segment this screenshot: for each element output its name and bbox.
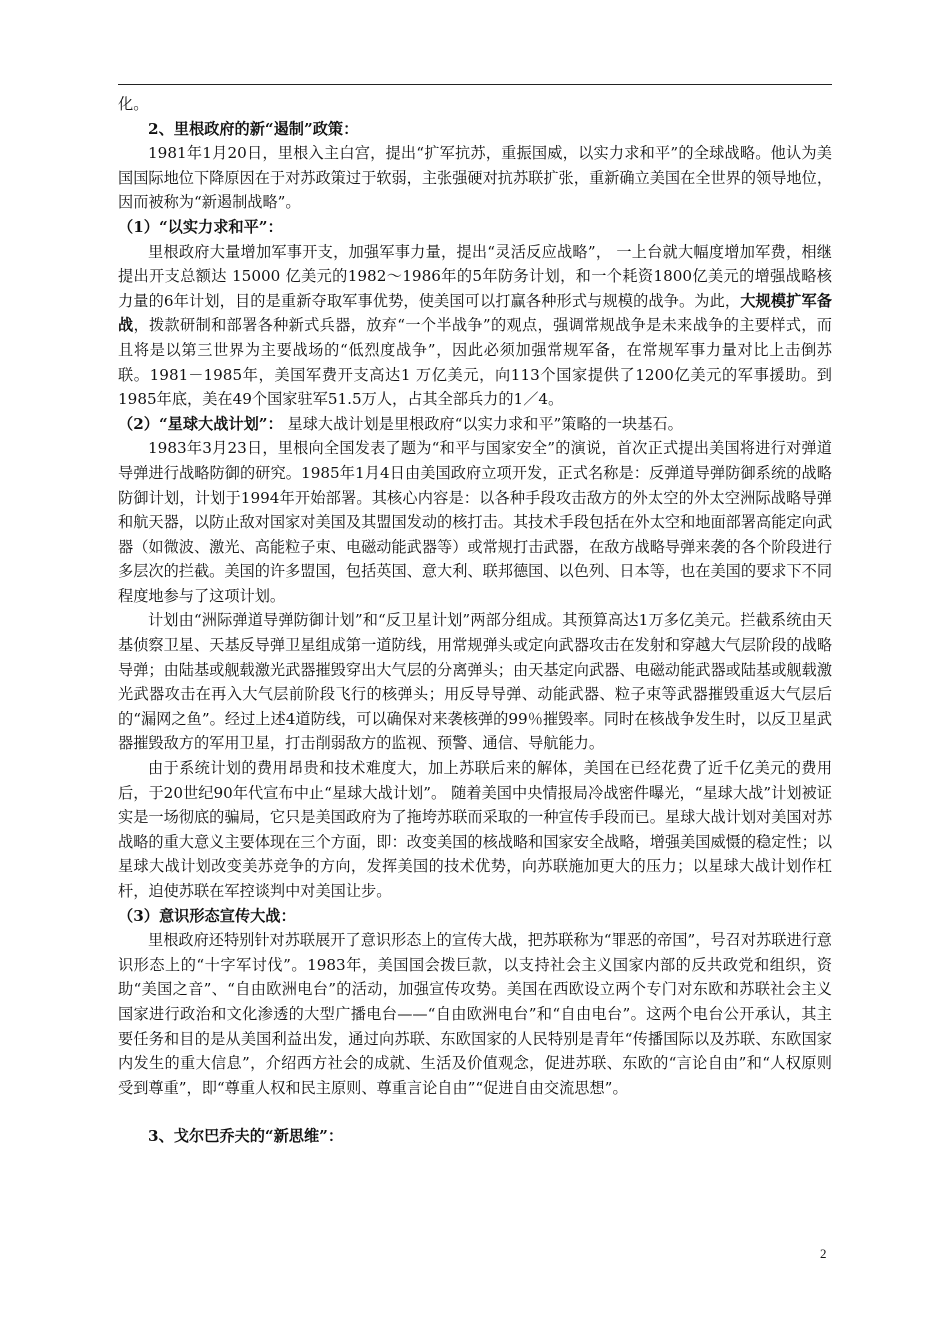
- subsection-3-title: （3）意识形态宣传大战：: [118, 906, 296, 925]
- subsection-2-paragraph-3: 由于系统计划的费用昂贵和技术难度大，加上苏联后来的解体，美国在已经花费了近千亿美元的费用后，于20世纪90年代宣布中止“星球大战计划”。 随着美国中央情报局冷战密件曝光，“星球大战”计划被证实是一场彻底的骗局，它只是美国政府为了拖垮苏联而采取的一种宣传手段而已。星球大战计划对美国对苏战略的重大意义主要体现在三个方面，即：改变美国的核战略和国家安全战略，增强美国威慑的稳定性；以星球大战计划改变美苏竞争的方向，发挥美国的技术优势，向苏联施加更大的压力；以星球大战计划作杠杆，迫使苏联在军控谈判中对美国让步。: [118, 759, 832, 900]
- emphasis-text: 大规模扩军备战: [118, 291, 832, 335]
- section-gap: [118, 1100, 832, 1124]
- subsection-2-paragraph-1: 1983年3月23日，里根向全国发表了题为“和平与国家安全”的演说，首次正式提出美国将进行对弹道导弹进行战略防御的研究。1985年1月4日由美国政府立项开发，正式名称是：反弹道导弹防御系统的战略防御计划，计划于1994年开始部署。其核心内容是：以各种手段攻击敌方的外太空的外太空洲际战略导弹和航天器，以防止敌对国家对美国及其盟国发动的核打击。其技术手段包括在外太空和地面部署高能定向武器（如微波、激光、高能粒子束、电磁动能武器等）或常规打击武器，在敌方战略导弹来袭的各个阶段进行多层次的拦截。美国的许多盟国，包括英国、意大利、联邦德国、以色列、日本等，也在美国的要求下不同程度地参与了这项计划。: [118, 439, 832, 605]
- continuation-text: 化。: [118, 95, 149, 113]
- subsection-1-paragraph: [118, 240, 832, 412]
- header-rule: [118, 84, 832, 85]
- subsection-2-title: （2）“星球大战计划”：: [118, 414, 283, 433]
- paragraph-text: ，拨款研制和部署各种新式兵器，放弃“一个半战争”的观点，强调常规战争是未来战争的主要样式，而且将是以第三世界为主要战场的“低烈度战争”，因此必须加强常规军备，在常规军事力量对比上击倒苏联。1981－1985年，美国军费开支高达1 万亿美元，向113个国家提供了1200亿美元的军事援助。到1985年底，美在49个国家驻军51.5万人，占其全部兵力的1／4。: [118, 316, 832, 409]
- subsection-2-title-line: [118, 412, 832, 437]
- page-body: [118, 92, 832, 1149]
- subsection-3-paragraph: 里根政府还特别针对苏联展开了意识形态上的宣传大战，把苏联称为“罪恶的帝国”，号召对苏联进行意识形态上的“十字军讨伐”。1983年，美国国会拨巨款，以支持社会主义国家内部的反共政党和组织，资助“美国之音”、“自由欧洲电台”的活动，加强宣传攻势。美国在西欧设立两个专门对东欧和苏联社会主义国家进行政治和文化渗透的大型广播电台——“自由欧洲电台”和“自由电台”。这两个电台公开承认，其主要任务和目的是从美国利益出发，通过向苏联、东欧国家的人民特别是青年“传播国际以及苏联、东欧国家内发生的重大信息”，介绍西方社会的成就、生活及价值观念，促进苏联、东欧的“言论自由”和“人权原则受到尊重”，即“尊重人权和民主原则、尊重言论自由”“促进自由交流思想”。: [118, 931, 832, 1097]
- paragraph-text: 里根政府大量增加军事开支，加强军事力量，提出“灵活反应战略”， 一上台就大幅度增加军费，相继提出开支总额达 15000 亿美元的1982～1986年的5年防务计划，和一个耗资1800亿美元的增强战略核力量的6年计划，目的是重新夺取军事优势，使美国可以打赢各种形式与规模的战争。为此，: [118, 242, 832, 310]
- section-2-intro: 1981年1月20日，里根入主白宫，提出“扩军抗苏，重振国威，以实力求和平”的全球战略。他认为美国国际地位下降原因在于对苏政策过于软弱，主张强硬对抗苏联扩张，重新确立美国在全世界的领导地位，因而被称为“新遏制战略”。: [118, 144, 832, 212]
- subsection-1-title: （1）“以实力求和平”：: [118, 217, 283, 236]
- section-3-heading: 3、戈尔巴乔夫的“新思维”：: [148, 1127, 344, 1146]
- page-number: 2: [820, 1246, 827, 1261]
- subsection-2-lead: 星球大战计划是里根政府“以实力求和平”策略的一块基石。: [282, 414, 683, 433]
- section-2-heading: 2、里根政府的新“遏制”政策：: [148, 119, 359, 138]
- subsection-2-paragraph-2: 计划由“洲际弹道导弹防御计划”和“反卫星计划”两部分组成。其预算高达1万多亿美元。拦截系统由天基侦察卫星、天基反导弹卫星组成第一道防线，用常规弹头或定向武器攻击在发射和穿越大气层阶段的战略导弹；由陆基或舰载激光武器摧毁穿出大气层的分离弹头；由天基定向武器、电磁动能武器或陆基或舰载激光武器攻击在再入大气层前阶段飞行的核弹头；用反导导弹、动能武器、粒子束等武器摧毁重返大气层后的“漏网之鱼”。经过上述4道防线，可以确保对来袭核弹的99％摧毁率。同时在核战争发生时，以反卫星武器摧毁敌方的军用卫星，打击削弱敌方的监视、预警、通信、导航能力。: [118, 611, 832, 753]
